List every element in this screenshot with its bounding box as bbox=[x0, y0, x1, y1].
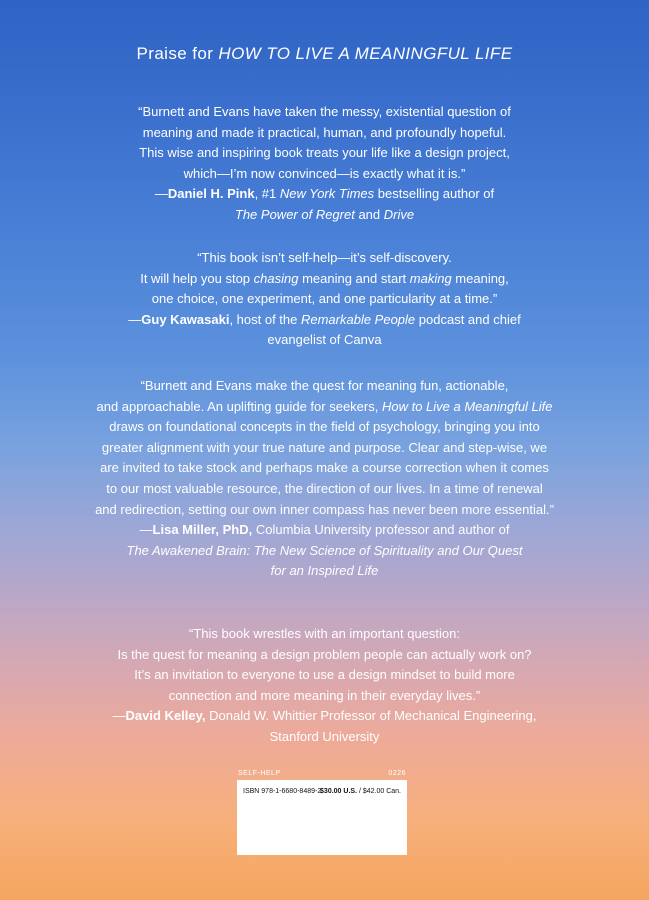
blurb-david-kelley bbox=[0, 624, 649, 748]
blurb-line: meaning and made it practical, human, and profoundly hopeful. bbox=[142, 124, 507, 140]
attribution-text: Donald W. Whittier Professor of Mechanical Engineering, bbox=[205, 708, 537, 724]
category-code: 0226 bbox=[388, 770, 406, 777]
attribution-text: bestselling author of bbox=[374, 186, 495, 202]
blurb-line: and redirection, setting our own inner compass has never been more essential.” bbox=[95, 501, 554, 517]
blurb-book-title: How to Live a Meaningful Life bbox=[381, 398, 553, 414]
barcode-header bbox=[237, 770, 407, 780]
price-label bbox=[320, 788, 401, 795]
blurb-line: draws on foundational concepts in the field of psychology, bringing you into bbox=[109, 419, 540, 435]
blurb-attribution bbox=[0, 310, 649, 331]
praise-heading bbox=[0, 44, 649, 64]
attribution-podcast: Remarkable People bbox=[300, 311, 416, 327]
blurb-text: and approachable. An uplifting guide for seekers, bbox=[96, 398, 382, 414]
blurb-line: greater alignment with your true nature and purpose. Clear and step-wise, we bbox=[101, 439, 548, 455]
blurb-line: which—I’m now convinced—is exactly what it is.” bbox=[183, 165, 466, 181]
barcode-box bbox=[237, 780, 407, 855]
category-label: SELF-HELP bbox=[238, 770, 281, 777]
blurb-lisa-miller bbox=[0, 376, 649, 582]
attribution-book-title bbox=[0, 561, 649, 582]
attribution-name: David Kelley, bbox=[125, 708, 206, 724]
attribution-name: Lisa Miller, PhD, bbox=[152, 522, 253, 538]
attribution-text: , #1 bbox=[254, 186, 280, 202]
price-separator: / bbox=[357, 788, 363, 795]
attribution-text: Columbia University professor and author of bbox=[252, 522, 510, 538]
blurb-line bbox=[0, 269, 649, 290]
blurb-attribution-books bbox=[0, 205, 649, 226]
blurb-attribution-line: evangelist of Canva bbox=[267, 332, 382, 348]
attribution-dash: — bbox=[139, 522, 153, 538]
attribution-book-title-line: The Awakened Brain: The New Science of Spirituality and Our Quest bbox=[126, 542, 523, 558]
blurb-line: connection and more meaning in their everyday lives.” bbox=[168, 687, 481, 703]
blurb-line: Is the quest for meaning a design problem people can actually work on? bbox=[117, 646, 532, 662]
attribution-text: , host of the bbox=[229, 311, 301, 327]
blurb-line: “This book wrestles with an important question: bbox=[189, 626, 460, 641]
blurb-text: It will help you stop bbox=[140, 270, 254, 286]
attribution-book-title-line: for an Inspired Life bbox=[270, 563, 379, 579]
blurb-text: meaning, bbox=[451, 270, 509, 286]
blurb-line: “Burnett and Evans make the quest for meaning fun, actionable, bbox=[140, 378, 509, 393]
blurb-line: “This book isn’t self-help—it’s self-discovery. bbox=[197, 250, 452, 265]
attribution-book-title bbox=[0, 541, 649, 562]
isbn-label: ISBN 978-1-6680-8489-2 bbox=[243, 788, 322, 795]
blurb-attribution bbox=[0, 706, 649, 727]
blurb-line bbox=[0, 397, 649, 418]
attribution-dash: — bbox=[112, 708, 126, 724]
blurb-line: “Burnett and Evans have taken the messy, existential question of bbox=[138, 104, 511, 119]
blurb-line: are invited to take stock and perhaps make a course correction when it comes bbox=[100, 460, 549, 476]
blurb-emphasis: chasing bbox=[253, 270, 299, 286]
attribution-book-title: The Power of Regret bbox=[234, 206, 355, 222]
attribution-dash: — bbox=[128, 311, 142, 327]
blurb-emphasis: making bbox=[409, 270, 452, 286]
blurb-line: one choice, one experiment, and one particularity at a time.” bbox=[151, 291, 498, 307]
blurb-attribution bbox=[0, 520, 649, 541]
price-can: $42.00 Can. bbox=[362, 788, 401, 795]
attribution-name: Guy Kawasaki bbox=[141, 311, 230, 327]
book-title: HOW TO LIVE A MEANINGFUL LIFE bbox=[218, 44, 513, 63]
blurb-daniel-pink bbox=[0, 102, 649, 226]
blurb-guy-kawasaki bbox=[0, 248, 649, 351]
blurb-text: meaning and start bbox=[298, 270, 410, 286]
attribution-book-title: Drive bbox=[383, 206, 415, 222]
attribution-text: podcast and chief bbox=[415, 311, 521, 327]
praise-heading-prefix: Praise for bbox=[136, 44, 219, 63]
blurb-attribution bbox=[0, 184, 649, 205]
attribution-name: Daniel H. Pink bbox=[167, 186, 255, 202]
attribution-text: and bbox=[354, 206, 384, 222]
blurb-attribution-line: Stanford University bbox=[269, 728, 380, 744]
attribution-dash: — bbox=[154, 186, 168, 202]
attribution-publication: New York Times bbox=[279, 186, 375, 202]
blurb-line: It’s an invitation to everyone to use a design mindset to build more bbox=[134, 667, 515, 683]
blurb-line: to our most valuable resource, the direction of our lives. In a time of renewal bbox=[106, 480, 543, 496]
price-us: $30.00 U.S. bbox=[320, 788, 357, 795]
blurb-line: This wise and inspiring book treats your life like a design project, bbox=[139, 145, 510, 161]
